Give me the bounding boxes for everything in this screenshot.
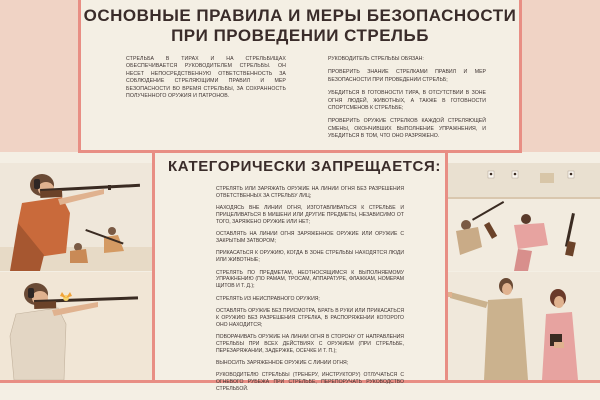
rule-item: ОСТАВЛЯТЬ НА ЛИНИИ ОГНЯ ЗАРЯЖЕННОЕ ОРУЖИЕ ИЛИ ОРУЖИЕ С ЗАКРЫТЫМ ЗАТВОРОМ; [216,231,404,244]
middle-divider [78,150,522,153]
shooter-firing-image [0,272,152,380]
rule-item: ОСТАВЛЯТЬ ОРУЖИЕ БЕЗ ПРИСМОТРА, БРАТЬ В РУКИ ИЛИ ПРИКАСАТЬСЯ К ОРУЖИЮ БЕЗ РАЗРЕШЕНИЯ СТРЕЛКА, В РАСПОРЯЖЕНИИ КОТОРОГО ОНО НАХОДИТСЯ; [216,307,404,328]
forbidden-heading: КАТЕГОРИЧЕСКИ ЗАПРЕЩАЕТСЯ: [168,158,441,175]
rule-item: СТРЕЛЯТЬ ИЛИ ЗАРЯЖАТЬ ОРУЖИЕ НА ЛИНИИ ОГНЯ БЕЗ РАЗРЕШЕНИЯ ОТВЕТСТВЕННЫХ ЗА СТРЕЛЬБУ ЛИЦ; [216,186,404,199]
rule-item: ПРИКАСАТЬСЯ К ОРУЖИЮ, КОГДА В ЗОНЕ СТРЕЛЬБЫ НАХОДЯТСЯ ЛЮДИ ИЛИ ЖИВОТНЫЕ; [216,250,404,264]
rule-item: НАХОДЯСЬ ВНЕ ЛИНИИ ОГНЯ, ИЗГОТАВЛИВАТЬСЯ К СТРЕЛЬБЕ И ПРИЦЕЛИВАТЬСЯ В МИШЕНИ ИЛИ ДРУГИЕ ПРЕДМЕТЫ, НЕЗАВИСИМО ОТ ТОГО, ЗАРЯЖЕНО ОРУЖИЕ ИЛИ НЕТ; [216,205,404,225]
illustration-instructor [448,272,600,380]
intro-paragraph: СТРЕЛЬБА В ТИРАХ И НА СТРЕЛЬБИЩАХ ОБЕСПЕЧИВАЕТСЯ РУКОВОДИТЕЛЕМ СТРЕЛЬБЫ. ОН НЕСЕТ НЕПОСРЕДСТВЕННУЮ ОТВЕТСТВЕННОСТЬ ЗА СОБЛЮДЕНИЕ СТРЕЛЯЮЩИМИ ПРАВИЛ И МЕР БЕЗОПАСНОСТИ ВО ВРЕМЯ СТРЕЛЬБЫ, ЗА СОХРАННОСТЬ ПОЛУЧЕННОГО ОРУЖИЯ И ПАТРОНОВ. [126,56,286,100]
forbidden-rules-list [216,186,404,398]
illustration-shooter-firing [0,272,152,380]
duties-lead: РУКОВОДИТЕЛЬ СТРЕЛЬБЫ ОБЯЗАН: [328,56,424,62]
supervisor-duties [328,56,486,147]
shooter-aiming-image [0,163,152,271]
lower-left-divider [152,152,155,382]
top-right-pink-panel [522,0,600,152]
duty-item: ПРОВЕРИТЬ ЗНАНИЕ СТРЕЛКАМИ ПРАВИЛ И МЕР БЕЗОПАСНОСТИ ПРИ ПРОВЕДЕНИИ СТРЕЛЬБ; [328,69,486,83]
top-left-pink-panel [0,0,78,152]
rule-item: РУКОВОДИТЕЛЮ СТРЕЛЬБЫ (ТРЕНЕРУ, ИНСТРУКТОРУ) ОТЛУЧАТЬСЯ С ОГНЕВОГО РУБЕЖА ПРИ СТРЕЛЬБЕ, ПЕРЕПОРУЧАТЬ РУКОВОДСТВО СТРЕЛЬБОЙ. [216,372,404,392]
duty-item: ПРОВЕРИТЬ ОРУЖИЕ СТРЕЛКОВ КАЖДОЙ СТРЕЛЯЮЩЕЙ СМЕНЫ, ОКОНЧИВШИХ ВЫПОЛНЕНИЕ УПРАЖНЕНИЯ, И УБЕДИТЬСЯ В ТОМ, ЧТО ОНО РАЗРЯЖЕНО. [328,118,486,140]
rule-item: ПОВОРАЧИВАТЬ ОРУЖИЕ НА ЛИНИИ ОГНЯ В СТОРОНУ ОТ НАПРАВЛЕНИЯ СТРЕЛЬБЫ ПРИ ВСЕХ ДЕЙСТВИЯХ С ОРУЖИЕМ (ПРИ СТРЕЛЬБЕ, ПЕРЕЗАРЯЖАНИИ, ЗАДЕРЖКЕ, ОСЕЧКЕ И Т. П.); [216,333,404,354]
poster-title [78,6,522,46]
duty-item: УБЕДИТЬСЯ В ГОТОВНОСТИ ТИРА, В ОТСУТСТВИИ В ЗОНЕ ОГНЯ ЛЮДЕЙ, ЖИВОТНЫХ, А ТАКЖЕ В ГОТОВНОСТИ СПОРТСМЕНОВ К СТРЕЛЬБЕ; [328,90,486,112]
title-line-1: ОСНОВНЫЕ ПРАВИЛА И МЕРЫ БЕЗОПАСНОСТИ [83,6,517,25]
rule-item: СТРЕЛЯТЬ ПО ПРЕДМЕТАМ, НЕОТНОСЯЩИМСЯ К ВЫПОЛНЯЕМОМУ УПРАЖНЕНИЮ (ПО РАМАМ, ТРОСАМ, АППАРАТУРЕ, ФЛАЖКАМ, НОМЕРАМ ЩИТОВ И Т. Д.); [216,269,404,290]
illustration-shooter-aiming [0,163,152,271]
rule-item: СТРЕЛЯТЬ ИЗ НЕИСПРАВНОГО ОРУЖИЯ; [216,295,320,302]
rule-item: ВЫНОСИТЬ ЗАРЯЖЕННОЕ ОРУЖИЕ С ЛИНИИ ОГНЯ; [216,359,349,366]
title-line-2: ПРИ ПРОВЕДЕНИИ СТРЕЛЬБ [171,26,429,45]
instructor-image [448,272,600,380]
range-targets-image [448,163,600,271]
illustration-range-targets [448,163,600,271]
